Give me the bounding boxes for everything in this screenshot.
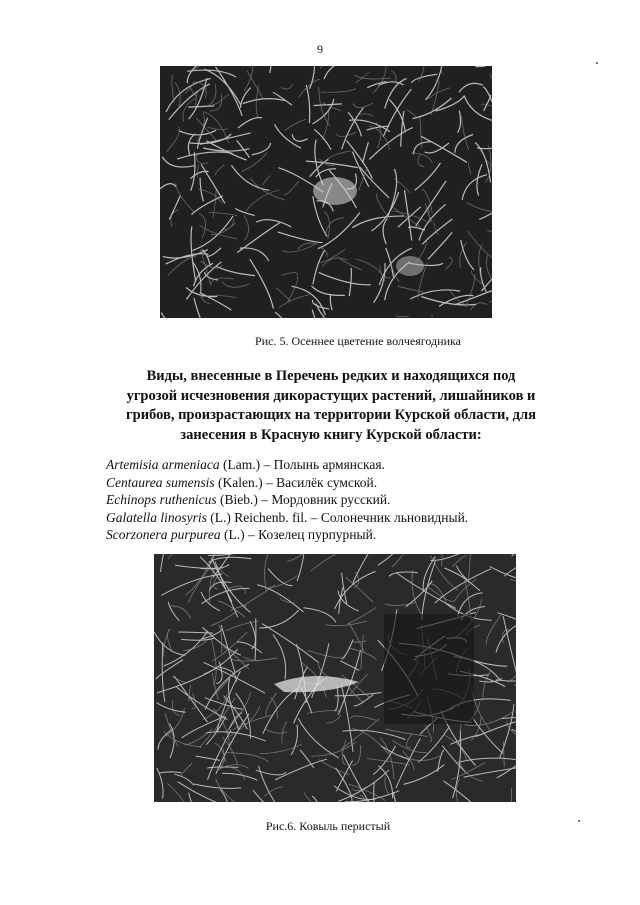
figure-5-caption: Рис. 5. Осеннее цветение волчеягодника — [255, 334, 461, 348]
species-latin-name: Artemisia armeniaca — [106, 457, 220, 472]
species-latin-name: Scorzonera purpurea — [106, 527, 221, 542]
heading-line: занесения в Красную книгу Курской области: — [180, 426, 482, 443]
species-latin-name: Galatella linosyris — [106, 509, 207, 525]
species-details: (L.) Reichenb. fil. – Солонечник льновидный. — [206, 509, 469, 525]
species-details: (L.) – Козелец пурпурный. — [220, 527, 377, 542]
scan-speck — [578, 820, 580, 822]
species-latin-name: Echinops ruthenicus — [106, 492, 217, 507]
figure-6-caption: Рис.6. Ковыль перистый — [265, 819, 391, 833]
scan-speck — [596, 62, 598, 64]
photo-feather-grass — [154, 554, 516, 802]
page-number: 9 — [317, 42, 323, 56]
species-details: (Bieb.) – Мордовник русский. — [216, 492, 391, 507]
species-details: (Lam.) – Полынь армянская. — [219, 457, 385, 472]
species-details: (Kalen.) – Василёк сумской. — [214, 474, 378, 490]
species-item — [106, 456, 546, 474]
species-item — [106, 526, 546, 544]
section-heading — [96, 367, 566, 445]
species-item — [106, 491, 546, 509]
species-latin-name: Centaurea sumensis — [106, 474, 215, 490]
heading-line: грибов, произрастающих на территории Курской области, для — [126, 407, 536, 423]
species-item — [106, 509, 546, 527]
photo-wolfsbane-flowering — [160, 66, 492, 318]
heading-line: Виды, внесенные в Перечень редких и находящихся под — [146, 368, 516, 384]
species-item — [106, 474, 546, 492]
heading-line: угрозой исчезновения дикорастущих растений, лишайников и — [126, 387, 536, 404]
species-list — [106, 456, 546, 544]
